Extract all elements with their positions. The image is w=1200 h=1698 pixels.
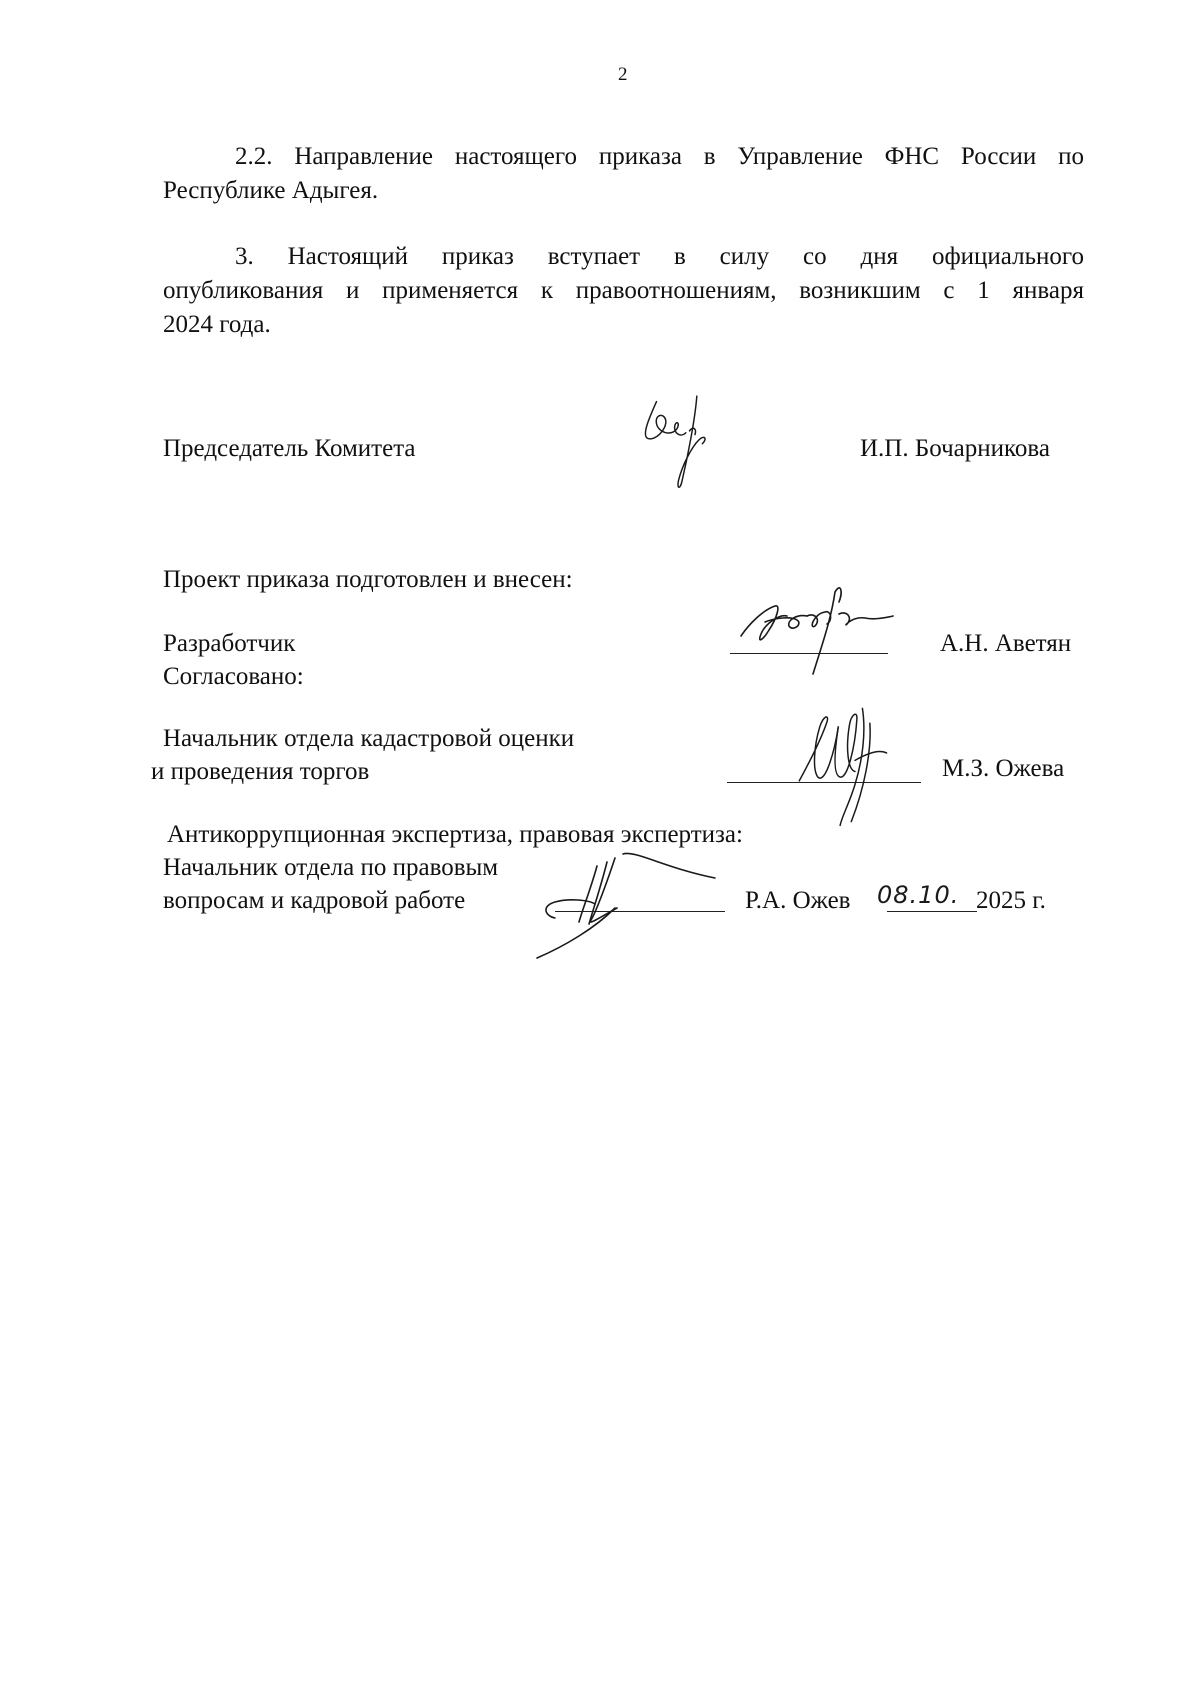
legal-handwritten-date: 08.10.: [877, 881, 960, 909]
cadastral-title-line-1: Начальник отдела кадастровой оценки: [163, 725, 575, 752]
paragraph-3-line-1: 3. Настоящий приказ вступает в силу со дня официального: [235, 243, 1084, 270]
legal-name: Р.А. Ожев: [745, 887, 851, 914]
legal-signature: [525, 838, 735, 968]
developer-label: Разработчик: [163, 630, 296, 657]
paragraph-2-2: [163, 140, 1084, 208]
paragraph-2-2-line-2: Республике Адыгея.: [163, 177, 379, 204]
chairman-title: Председатель Комитета: [163, 435, 416, 462]
prepared-heading: Проект приказа подготовлен и внесен:: [163, 566, 573, 593]
cadastral-signature: [790, 695, 920, 835]
cadastral-title-line-2: и проведения торгов: [151, 758, 370, 785]
paragraph-2-2-line-1: 2.2. Направление настоящего приказа в Управление ФНС России по: [235, 143, 1084, 170]
legal-date-line: [887, 911, 977, 912]
legal-heading: Антикоррупционная экспертиза, правовая экспертиза:: [167, 821, 743, 848]
agreed-label: Согласовано:: [163, 663, 304, 690]
legal-title-line-2: вопросам и кадровой работе: [163, 887, 466, 914]
legal-year: 2025 г.: [976, 887, 1046, 914]
paragraph-3-line-3: 2024 года.: [163, 311, 271, 338]
developer-name: А.Н. Аветян: [940, 630, 1072, 657]
legal-title-line-1: Начальник отдела по правовым: [163, 854, 499, 881]
chairman-name: И.П. Бочарникова: [860, 435, 1050, 462]
cadastral-name: М.З. Ожева: [942, 755, 1065, 782]
developer-signature: [735, 570, 905, 680]
paragraph-3-line-2: опубликования и применяется к правоотношениям, возникшим с 1 января: [163, 277, 1084, 304]
page-number: 2: [618, 64, 628, 85]
chairman-signature: [640, 392, 750, 512]
paragraph-3: [163, 240, 1084, 342]
